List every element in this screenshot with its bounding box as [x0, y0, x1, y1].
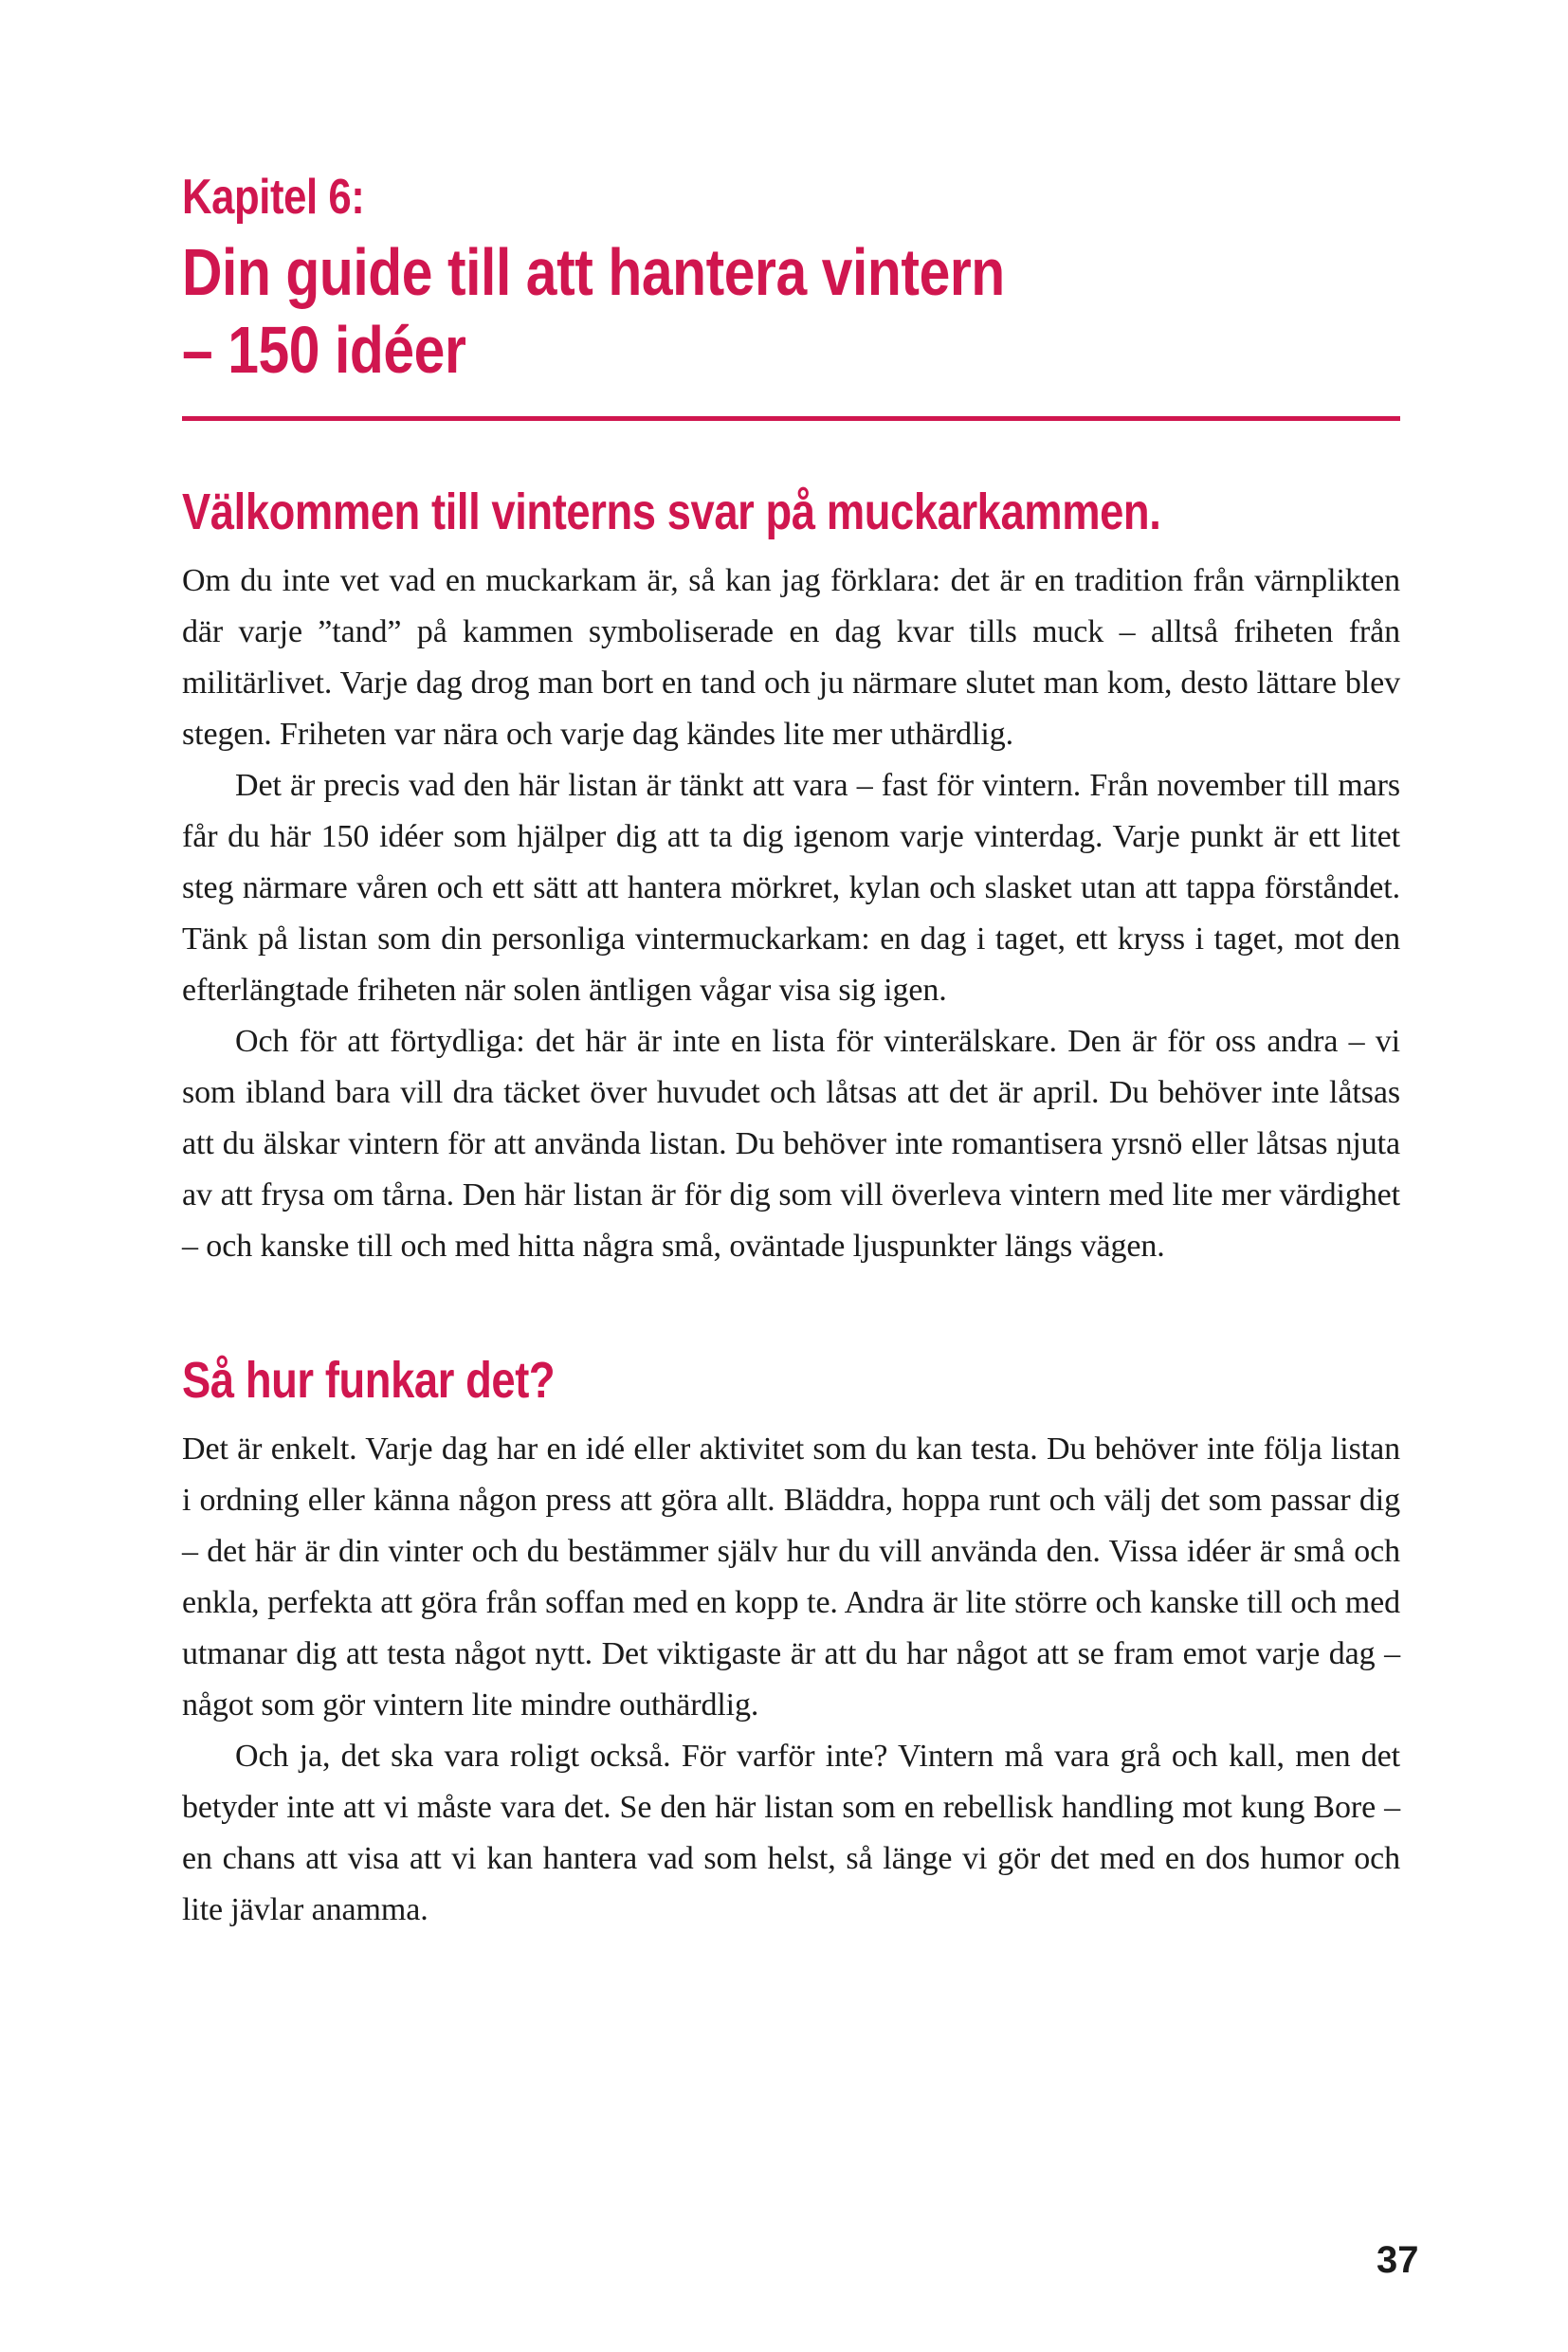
chapter-title-line-1: Din guide till att hantera vintern	[182, 235, 1005, 309]
chapter-kicker	[182, 171, 1400, 225]
section-how-it-works	[182, 1352, 1400, 1936]
section-heading-text: Så hur funkar det?	[182, 1352, 556, 1409]
section-heading	[182, 1352, 1400, 1409]
section-body	[182, 556, 1400, 1272]
section-welcome	[182, 483, 1400, 1272]
section-heading-text: Välkommen till vinterns svar på muckarkammen.	[182, 483, 1161, 540]
chapter-kicker-text: Kapitel 6:	[182, 170, 365, 225]
chapter-title	[182, 234, 1400, 390]
section-body	[182, 1424, 1400, 1936]
chapter-header	[182, 171, 1400, 421]
page-number: 37	[1377, 2239, 1419, 2281]
paragraph: Och ja, det ska vara roligt också. För varför inte? Vintern må vara grå och kall, men det betyder inte att vi måste vara det. Se den här listan som en rebellisk handling mot kung Bore – en chans att visa att vi kan hantera vad som helst, så länge vi gör det med en dos humor och lite jävlar anamma.	[182, 1739, 1400, 1927]
paragraph: Det är enkelt. Varje dag har en idé eller aktivitet som du kan testa. Du behöver inte följa listan i ordning eller känna någon press att göra allt. Bläddra, hoppa runt och välj det som passar dig – det här är din vinter och du bestämmer själv hur du vill använda den. Vissa idéer är små och enkla, perfekta att göra från soffan med en kopp te. Andra är lite större och kanske till och med utmanar dig att testa något nytt. Det viktigaste är att du har något att se fram emot varje dag – något som gör vintern lite mindre outhärdlig.	[182, 1431, 1400, 1723]
paragraph: Det är precis vad den här listan är tänkt att vara – fast för vintern. Från november till mars får du här 150 idéer som hjälper dig att ta dig igenom varje vinterdag. Varje punkt är ett litet steg närmare våren och ett sätt att hantera mörkret, kylan och slasket utan att tappa förståndet. Tänk på listan som din personliga vintermuckarkam: en dag i taget, ett kryss i taget, mot den efterlängtade friheten när solen äntligen vågar visa sig igen.	[182, 768, 1400, 1008]
section-heading	[182, 483, 1400, 540]
paragraph: Och för att förtydliga: det här är inte en lista för vinterälskare. Den är för oss andra – vi som ibland bara vill dra täcket över huvudet och låtsas att det är april. Du behöver inte låtsas att du älskar vintern för att använda listan. Du behöver inte romantisera yrsnö eller låtsas njuta av att frysa om tårna. Den här listan är för dig som vill överleva vintern med lite mer värdighet – och kanske till och med hitta några små, oväntade ljuspunkter längs vägen.	[182, 1024, 1400, 1264]
book-page	[182, 0, 1400, 1936]
paragraph: Om du inte vet vad en muckarkam är, så kan jag förklara: det är en tradition från värnplikten där varje ”tand” på kammen symboliserade en dag kvar tills muck – alltså friheten från militärlivet. Varje dag drog man bort en tand och ju närmare slutet man kom, desto lättare blev stegen. Friheten var nära och varje dag kändes lite mer uthärdlig.	[182, 563, 1400, 752]
chapter-title-line-2: – 150 idéer	[182, 313, 466, 387]
title-divider-rule	[182, 416, 1400, 421]
